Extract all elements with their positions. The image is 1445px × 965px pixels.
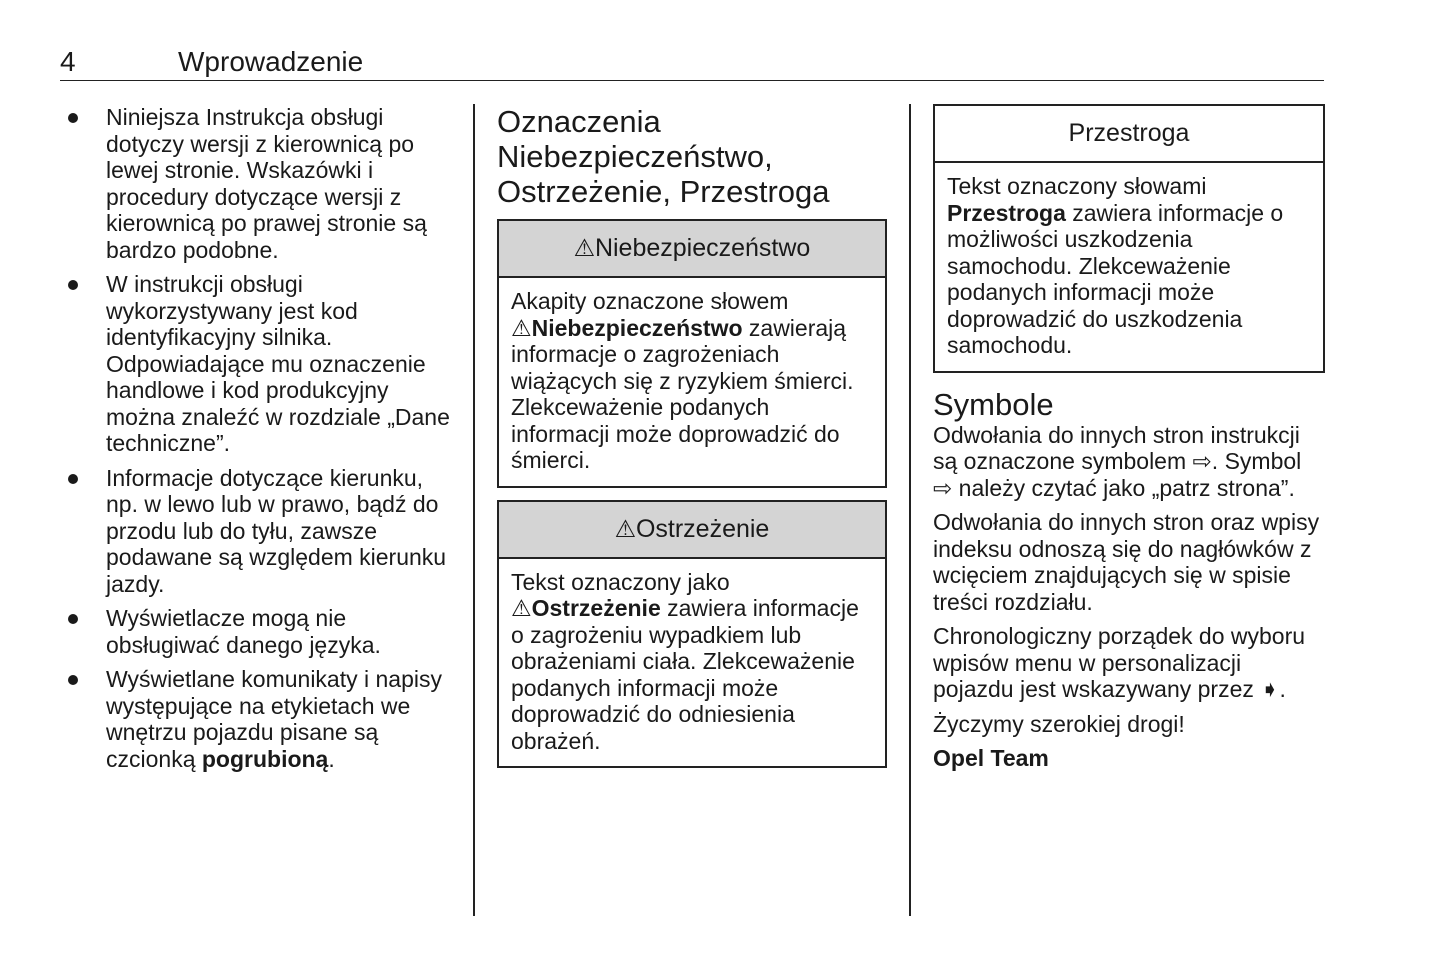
paragraph: Chronologiczny porządek do wyboru wpisów menu w personalizacji pojazdu jest wskazywany przez ➧. <box>933 623 1306 702</box>
bullet-icon <box>68 113 78 123</box>
bullet-list <box>60 104 455 772</box>
column-1 <box>60 104 455 780</box>
caution-box-header: Przestroga <box>935 106 1323 163</box>
warning-box-body: Tekst oznaczony jako ⚠Ostrzeżenie zawiera informacje o zagrożeniu wypadkiem lub obrażeniami ciała. Zlekceważenie podanych informacji może doprowadzić do odniesienia obrażeń. <box>511 568 859 754</box>
page-number: 4 <box>60 46 76 77</box>
column-2 <box>497 104 887 768</box>
page-header <box>60 44 1324 81</box>
menu-arrow-icon: ➧ <box>1260 676 1280 702</box>
list-item: Wyświetlane komunikaty i napisy występujące na etykietach we wnętrzu pojazdu pisane są czcionką pogrubioną. <box>60 666 455 772</box>
page-reference-icon: ⇨ <box>933 474 953 501</box>
bullet-icon <box>68 614 78 624</box>
column-divider <box>909 104 911 916</box>
warning-box-header: ⚠Ostrzeżenie <box>499 502 885 559</box>
paragraph: Życzymy szerokiej drogi! <box>933 710 1185 737</box>
symbols-heading: Symbole <box>933 386 1054 422</box>
list-item: Niniejsza Instrukcja obsługi dotyczy wersji z kierownicą po lewej stronie. Wskazówki i procedury dotyczące wersji z kierownicą po prawej stronie są bardzo podobne. <box>60 104 455 263</box>
caution-box-body: Tekst oznaczony słowami Przestroga zawiera informacje o możliwości uszkodzenia samochodu. Zlekceważenie podanych informacji może doprowadzić do uszkodzenia samochodu. <box>947 173 1284 358</box>
bullet-icon <box>68 675 78 685</box>
list-item: Informacje dotyczące kierunku, np. w lewo lub w prawo, bądź do przodu lub do tyłu, zawsze podawane są względem kierunku jazdy. <box>60 465 455 598</box>
section-title: Wprowadzenie <box>178 46 364 77</box>
danger-box-body: Akapity oznaczone słowem ⚠Niebezpieczeństwo zawierają informacje o zagrożeniach wiążących się z ryzykiem śmierci. Zlekceważenie podanych informacji może doprowadzić do śmierci. <box>511 288 854 473</box>
bullet-icon <box>68 474 78 484</box>
section-heading: Oznaczenia Niebezpieczeństwo, Ostrzeżenie, Przestroga <box>497 104 830 209</box>
page-reference-icon: ⇨ <box>1192 448 1212 474</box>
list-item: W instrukcji obsługi wykorzystywany jest kod identyfikacyjny silnika. Odpowiadające mu oznaczenie handlowe i kod produkcyjny można znaleźć w rozdziale „Dane techniczne”. <box>60 271 455 457</box>
paragraph: Odwołania do innych stron oraz wpisy indeksu odnoszą się do nagłówków z wcięciem znajdujących się w spisie treści rozdziału. <box>933 509 1320 615</box>
column-divider <box>473 104 475 916</box>
warning-triangle-icon: ⚠ <box>511 314 532 341</box>
danger-box <box>497 219 887 488</box>
signature: Opel Team <box>933 745 1049 771</box>
warning-triangle-icon: ⚠ <box>573 235 595 262</box>
warning-box <box>497 500 887 769</box>
column-3 <box>933 104 1325 780</box>
caution-box <box>933 104 1325 373</box>
bullet-icon <box>68 280 78 290</box>
danger-box-header: ⚠Niebezpieczeństwo <box>499 221 885 278</box>
paragraph: Odwołania do innych stron instrukcji są oznaczone symbolem ⇨. Symbol ⇨ należy czytać jako „patrz strona”. <box>933 421 1302 501</box>
list-item: Wyświetlacze mogą nie obsługiwać danego języka. <box>60 605 455 658</box>
warning-triangle-icon: ⚠ <box>511 595 532 621</box>
warning-triangle-icon: ⚠ <box>614 515 636 543</box>
